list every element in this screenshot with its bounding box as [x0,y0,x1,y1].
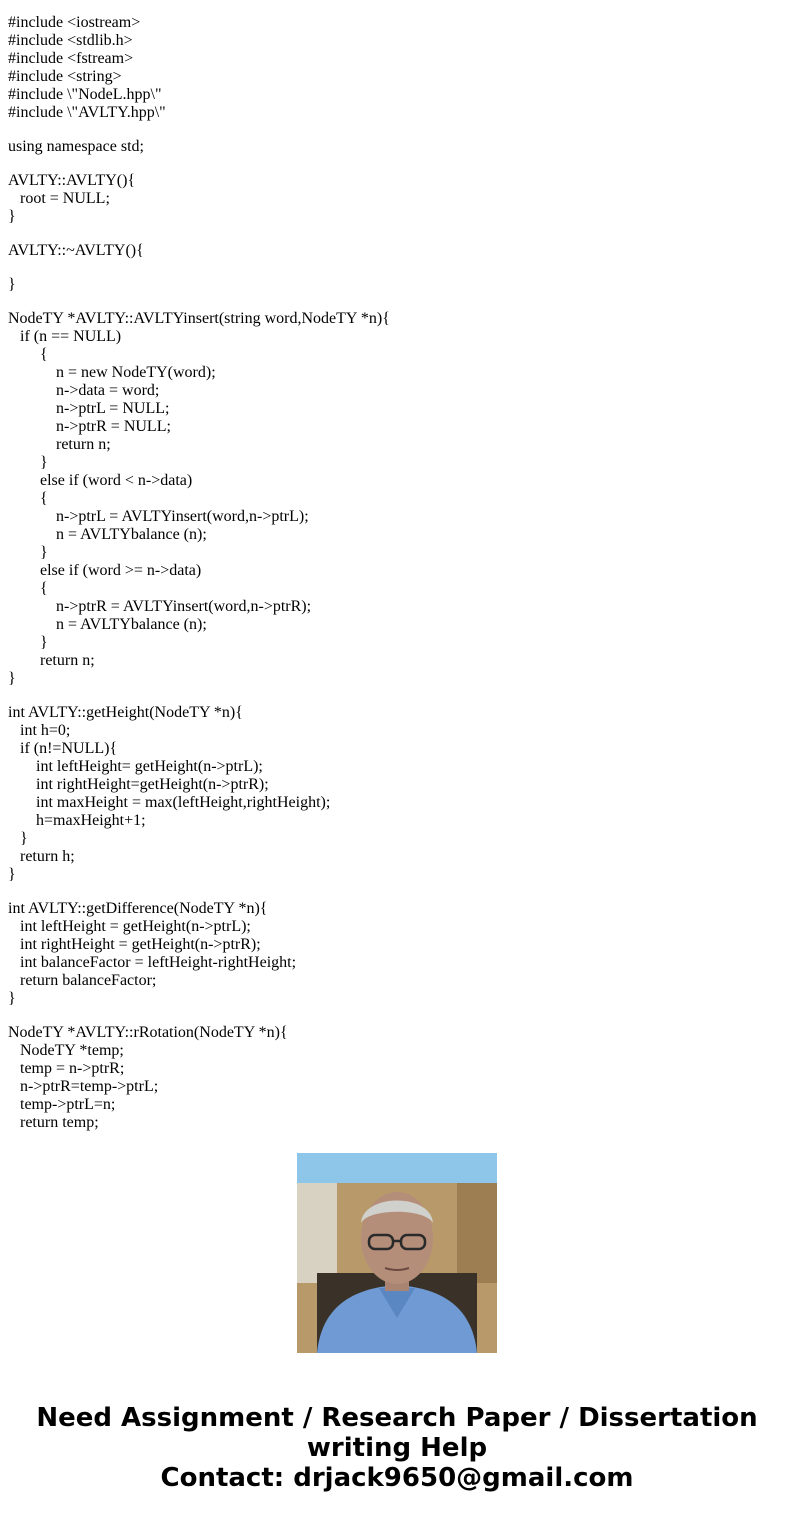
code-line: n->ptrL = AVLTYinsert(word,n->ptrL); [8,508,309,525]
code-line: } [8,208,16,225]
code-line: n = new NodeTY(word); [8,364,216,381]
code-line: using namespace std; [8,138,144,155]
code-line: else if (word < n->data) [8,472,193,489]
code-line [8,122,788,138]
code-line: n->ptrR=temp->ptrL; [8,1078,159,1095]
code-line: root = NULL; [8,190,110,207]
code-line: #include <stdlib.h> [8,32,133,49]
code-line: #include <fstream> [8,50,134,67]
code-line [8,884,788,900]
code-line: temp = n->ptrR; [8,1060,125,1077]
code-line: n = AVLTYbalance (n); [8,526,207,543]
code-line: int maxHeight = max(leftHeight,rightHeight); [8,794,331,811]
code-line: n->ptrR = NULL; [8,418,171,435]
code-line: } [8,544,48,561]
promo-text [0,1403,794,1493]
code-line [8,156,788,172]
code-line: } [8,670,16,687]
code-line [8,688,788,704]
code-line [8,260,788,276]
code-line: return n; [8,436,111,453]
code-line: int h=0; [8,722,71,739]
code-line: NodeTY *temp; [8,1042,124,1059]
code-line: n->data = word; [8,382,160,399]
promo-line-1: Need Assignment / Research Paper / Dissertation [36,1403,758,1433]
code-line [8,1008,788,1024]
code-line: int AVLTY::getHeight(NodeTY *n){ [8,704,243,721]
code-line: { [8,580,48,597]
promo-line-2: writing Help [306,1433,488,1463]
code-line: } [8,866,16,883]
code-line: n->ptrL = NULL; [8,400,170,417]
code-line: int rightHeight=getHeight(n->ptrR); [8,776,269,793]
code-line: if (n!=NULL){ [8,740,118,757]
code-line: return temp; [8,1114,99,1131]
code-line: return balanceFactor; [8,972,157,989]
code-line: if (n == NULL) [8,328,122,345]
code-line: #include <iostream> [8,14,141,31]
code-line: NodeTY *AVLTY::rRotation(NodeTY *n){ [8,1024,288,1041]
code-line: } [8,830,28,847]
avatar-illustration [297,1153,497,1353]
code-line: int leftHeight= getHeight(n->ptrL); [8,758,263,775]
code-line: } [8,276,16,293]
code-line: } [8,634,48,651]
code-line: else if (word >= n->data) [8,562,202,579]
code-line: temp->ptrL=n; [8,1096,116,1113]
code-line [8,226,788,242]
code-line: int leftHeight = getHeight(n->ptrL); [8,918,251,935]
code-listing [8,14,788,1131]
code-line: int AVLTY::getDifference(NodeTY *n){ [8,900,268,917]
code-line: #include <string> [8,68,122,85]
code-line: NodeTY *AVLTY::AVLTYinsert(string word,NodeTY *n){ [8,310,390,327]
code-line: h=maxHeight+1; [8,812,146,829]
code-line: { [8,490,48,507]
code-line: int rightHeight = getHeight(n->ptrR); [8,936,261,953]
code-line: AVLTY::~AVLTY(){ [8,242,144,259]
code-line: #include \"AVLTY.hpp\" [8,104,166,121]
code-line: AVLTY::AVLTY(){ [8,172,136,189]
code-line: n->ptrR = AVLTYinsert(word,n->ptrR); [8,598,312,615]
code-line: #include \"NodeL.hpp\" [8,86,162,103]
code-line: n = AVLTYbalance (n); [8,616,207,633]
code-line: int balanceFactor = leftHeight-rightHeight; [8,954,297,971]
code-line: { [8,346,48,363]
code-line: return n; [8,652,95,669]
code-line: } [8,454,48,471]
author-photo-icon [297,1153,497,1353]
code-line: return h; [8,848,75,865]
promo-line-3: Contact: drjack9650@gmail.com [160,1463,634,1493]
code-line: } [8,990,16,1007]
code-line [8,294,788,310]
